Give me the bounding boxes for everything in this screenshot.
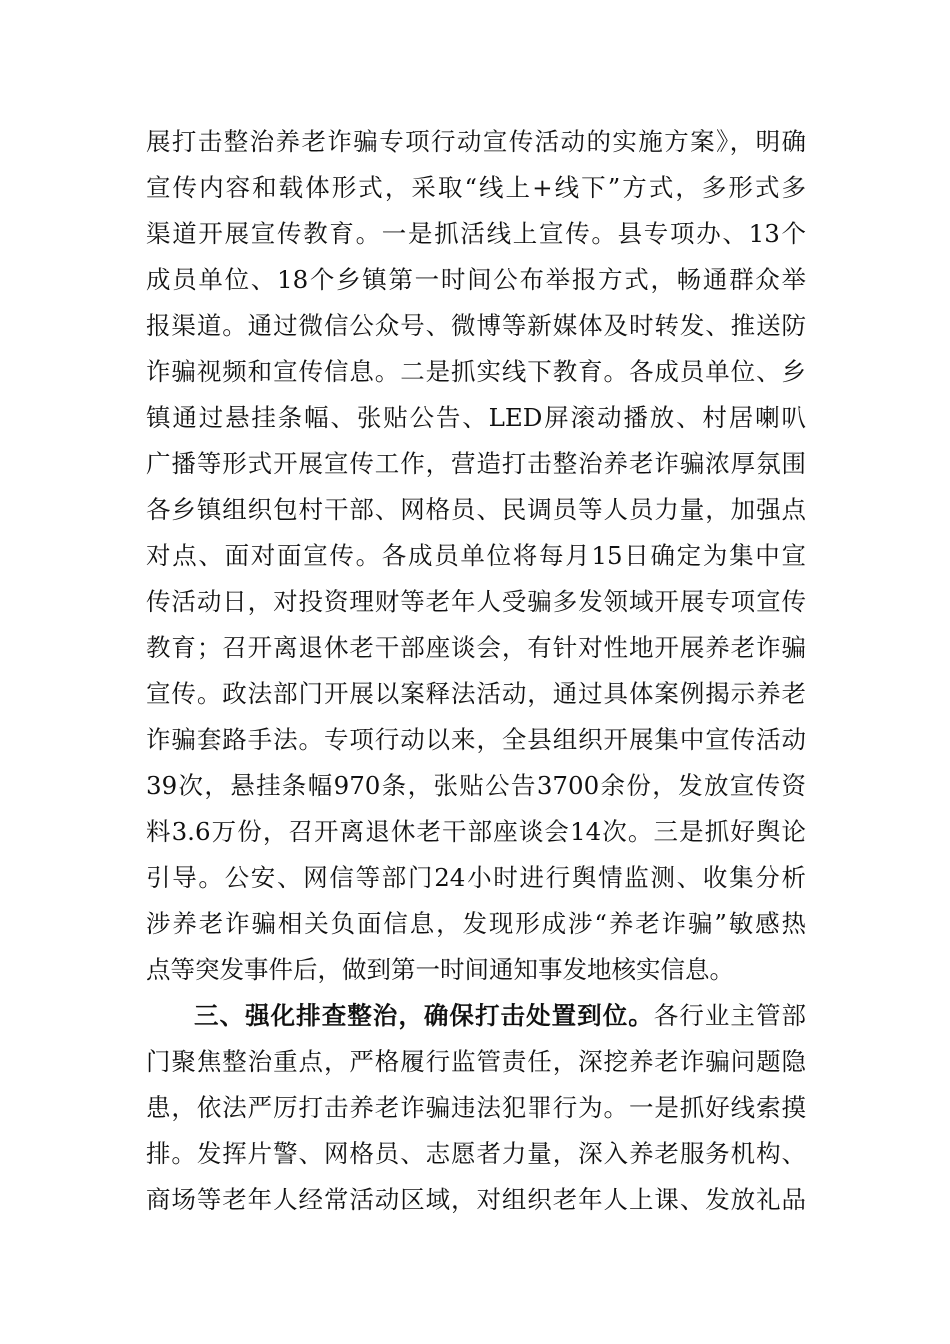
paragraph-1-line-5: 报渠道。通过微信公众号、微博等新媒体及时转发、推送防 xyxy=(146,311,806,340)
paragraph-1-line-6: 诈骗视频和宣传信息。二是抓实线下教育。各成员单位、乡 xyxy=(146,357,806,386)
paragraph-1-line-2: 宣传内容和载体形式，采取“线上+线下”方式，多形式多 xyxy=(146,173,806,202)
paragraph-1-line-8: 广播等形式开展宣传工作，营造打击整治养老诈骗浓厚氛围 xyxy=(146,449,806,478)
paragraph-1-line-14: 诈骗套路手法。专项行动以来，全县组织开展集中宣传活动 xyxy=(146,725,806,754)
paragraph-1-line-4: 成员单位、18个乡镇第一时间公布举报方式，畅通群众举 xyxy=(146,265,806,294)
paragraph-1-line-16: 料3.6万份，召开离退休老干部座谈会14次。三是抓好舆论 xyxy=(146,817,806,846)
paragraph-2-line-5: 商场等老年人经常活动区域，对组织老年人上课、发放礼品 xyxy=(146,1185,806,1214)
paragraph-1-line-1: 展打击整治养老诈骗专项行动宣传活动的实施方案》，明确 xyxy=(146,127,806,156)
section-heading: 三、强化排查整治，确保打击处置到位。 xyxy=(194,1001,654,1030)
paragraph-2-line-4: 排。发挥片警、网格员、志愿者力量，深入养老服务机构、 xyxy=(146,1139,806,1168)
paragraph-1-line-11: 传活动日，对投资理财等老年人受骗多发领域开展专项宣传 xyxy=(146,587,806,616)
paragraph-2-line-1 xyxy=(194,993,806,1039)
paragraph-2-first-rest: 各行业主管部 xyxy=(653,1001,806,1030)
paragraph-1-line-15: 39次，悬挂条幅970条，张贴公告3700余份，发放宣传资 xyxy=(146,771,806,800)
paragraph-2-line-3: 患，依法严厉打击养老诈骗违法犯罪行为。一是抓好线索摸 xyxy=(146,1093,806,1122)
paragraph-1-line-7: 镇通过悬挂条幅、张贴公告、LED屏滚动播放、村居喇叭 xyxy=(146,403,806,432)
paragraph-1-line-10: 对点、面对面宣传。各成员单位将每月15日确定为集中宣 xyxy=(146,541,806,570)
paragraph-1-line-3: 渠道开展宣传教育。一是抓活线上宣传。县专项办、13个 xyxy=(146,219,806,248)
paragraph-1-line-19: 点等突发事件后，做到第一时间通知事发地核实信息。 xyxy=(146,955,734,984)
paragraph-1-line-18: 涉养老诈骗相关负面信息，发现形成涉“养老诈骗”敏感热 xyxy=(146,909,806,938)
paragraph-1-line-9: 各乡镇组织包村干部、网格员、民调员等人员力量，加强点 xyxy=(146,495,806,524)
paragraph-2-line-2: 门聚焦整治重点，严格履行监管责任，深挖养老诈骗问题隐 xyxy=(146,1047,806,1076)
paragraph-1-line-13: 宣传。政法部门开展以案释法活动，通过具体案例揭示养老 xyxy=(146,679,806,708)
paragraph-1-line-12: 教育；召开离退休老干部座谈会，有针对性地开展养老诈骗 xyxy=(146,633,806,662)
paragraph-1-line-17: 引导。公安、网信等部门24小时进行舆情监测、收集分析 xyxy=(146,863,806,892)
